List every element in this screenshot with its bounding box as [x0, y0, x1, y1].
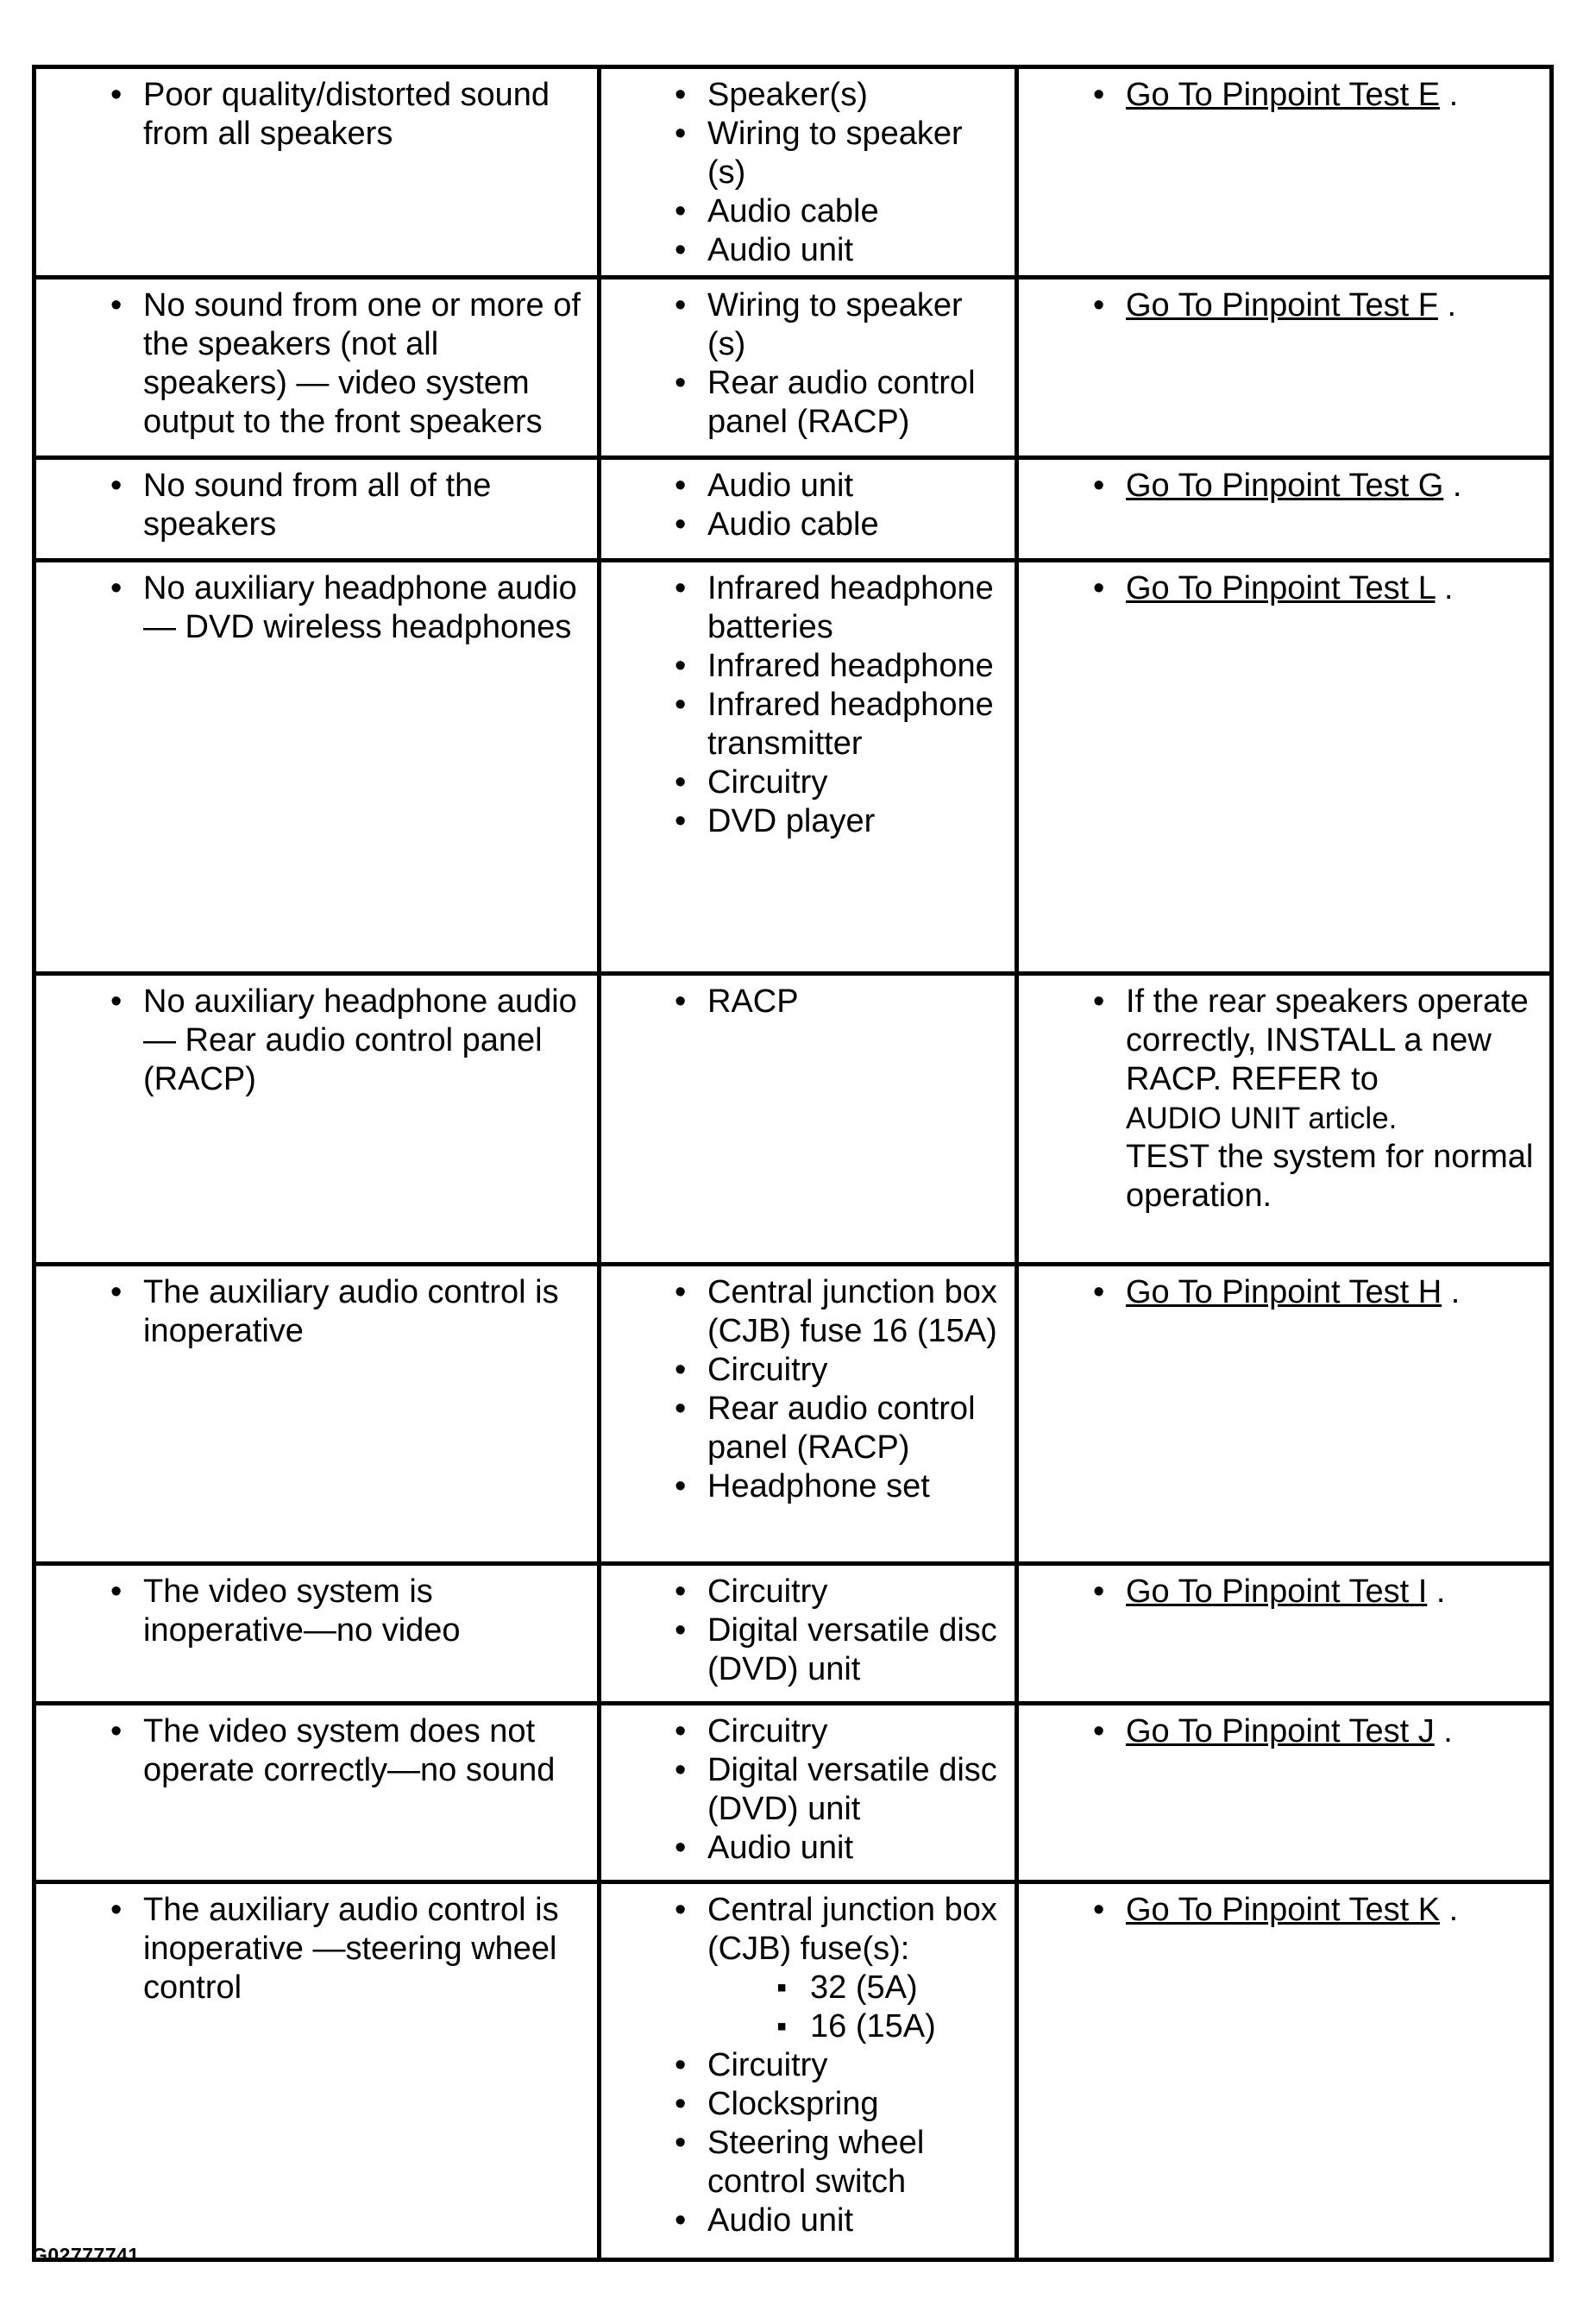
action-tail: .: [1437, 287, 1457, 323]
source-item: • Audio unit: [612, 467, 1004, 506]
action-tail: .: [1440, 1892, 1459, 1928]
table-row: [35, 1265, 1552, 1564]
source-item: • Digital versatile disc (DVD) unit: [612, 1611, 1004, 1689]
source-item: • Audio unit: [612, 231, 1004, 270]
action-cell: [1017, 1704, 1552, 1882]
source-item: • Speaker(s): [612, 76, 1004, 115]
action-tail: .: [1443, 468, 1462, 504]
source-item: • Infrared headphone: [612, 647, 1004, 686]
action-tail: .: [1440, 77, 1459, 113]
symptom-cell: [35, 1265, 600, 1564]
source-item: • Circuitry: [612, 1351, 1004, 1390]
symptom-cell: [35, 278, 600, 458]
source-item: • Audio cable: [612, 192, 1004, 231]
source-item: • Wiring to speaker (s): [612, 286, 1004, 364]
source-head: Central junction box (CJB) fuse(s):: [707, 1892, 997, 1967]
symptom-cell: [35, 974, 600, 1265]
pinpoint-test-i-link[interactable]: Go To Pinpoint Test I: [1126, 1573, 1428, 1610]
source-item: • Audio cable: [612, 506, 1004, 544]
possible-source-cell: [600, 1564, 1017, 1704]
source-item: [612, 1891, 1004, 2046]
audio-unit-article-reference: AUDIO UNIT article.: [1126, 1102, 1398, 1135]
symptom-text: • No sound from all of the speakers: [47, 467, 587, 544]
source-item: • Infrared headphone batteries: [612, 569, 1004, 647]
table-row: [35, 67, 1552, 278]
table-row: [35, 1704, 1552, 1882]
source-item: • DVD player: [612, 802, 1004, 841]
pinpoint-test-l-link[interactable]: Go To Pinpoint Test L: [1126, 570, 1436, 606]
pinpoint-test-j-link[interactable]: Go To Pinpoint Test J: [1126, 1713, 1435, 1749]
symptom-cell: [35, 561, 600, 974]
table-row: [35, 1564, 1552, 1704]
source-item: • RACP: [612, 983, 1004, 1021]
action-cell: [1017, 1265, 1552, 1564]
possible-source-cell: [600, 278, 1017, 458]
source-item: • Infrared headphone transmitter: [612, 686, 1004, 763]
pinpoint-test-h-link[interactable]: Go To Pinpoint Test H: [1126, 1274, 1442, 1310]
action-cell: [1017, 561, 1552, 974]
pinpoint-test-e-link[interactable]: Go To Pinpoint Test E: [1126, 77, 1441, 113]
fuse-sub-item: ▪ 16 (15A): [707, 2007, 1004, 2046]
possible-source-cell: [600, 1265, 1017, 1564]
symptom-text: • The auxiliary audio control is inoperative: [47, 1273, 587, 1351]
source-item: • Clockspring: [612, 2085, 1004, 2124]
symptom-cell: [35, 1564, 600, 1704]
symptom-cell: [35, 1882, 600, 2260]
possible-source-cell: [600, 1704, 1017, 1882]
source-item: • Headphone set: [612, 1467, 1004, 1506]
source-item: • Steering wheel control switch: [612, 2124, 1004, 2202]
source-item: • Rear audio control panel (RACP): [612, 1390, 1004, 1467]
symptom-cell: [35, 1704, 600, 1882]
symptom-text: • The video system is inoperative—no video: [47, 1573, 587, 1650]
action-cell: [1017, 974, 1552, 1265]
action-tail: .: [1442, 1274, 1461, 1310]
source-item: • Wiring to speaker (s): [612, 115, 1004, 192]
source-item: • Rear audio control panel (RACP): [612, 364, 1004, 442]
source-item: • Circuitry: [612, 1573, 1004, 1611]
symptom-text: • No sound from one or more of the speakers (not all speakers) — video system output to the front speakers: [47, 286, 587, 442]
possible-source-cell: [600, 458, 1017, 561]
action-cell: [1017, 458, 1552, 561]
action-text: If the rear speakers operate correctly, INSTALL a new RACP. REFER to: [1126, 983, 1529, 1097]
possible-source-cell: [600, 67, 1017, 278]
source-item: • Audio unit: [612, 1829, 1004, 1868]
table-row: [35, 561, 1552, 974]
symptom-text: • The video system does not operate correctly—no sound: [47, 1712, 587, 1790]
pinpoint-test-g-link[interactable]: Go To Pinpoint Test G: [1126, 468, 1444, 504]
action-cell: [1017, 1882, 1552, 2260]
pinpoint-test-k-link[interactable]: Go To Pinpoint Test K: [1126, 1892, 1441, 1928]
action-instruction: [1029, 983, 1539, 1215]
action-cell: [1017, 67, 1552, 278]
possible-source-cell: [600, 1882, 1017, 2260]
table-row: [35, 458, 1552, 561]
source-item: • Central junction box (CJB) fuse 16 (15A): [612, 1273, 1004, 1351]
source-item: • Circuitry: [612, 2046, 1004, 2085]
figure-id: G02777741: [32, 2244, 140, 2266]
possible-source-cell: [600, 561, 1017, 974]
table-row: [35, 974, 1552, 1265]
fuse-sub-item: ▪ 32 (5A): [707, 1969, 1004, 2007]
table-row: [35, 1882, 1552, 2260]
action-tail: .: [1434, 1713, 1453, 1749]
possible-source-cell: [600, 974, 1017, 1265]
source-item: • Audio unit: [612, 2202, 1004, 2240]
action-text: TEST the system for normal operation.: [1126, 1139, 1534, 1214]
symptom-cell: [35, 458, 600, 561]
symptom-chart-table: [32, 65, 1554, 2262]
action-cell: [1017, 278, 1552, 458]
source-item: • Circuitry: [612, 1712, 1004, 1751]
symptom-cell: [35, 67, 600, 278]
symptom-text: • No auxiliary headphone audio — Rear audio control panel (RACP): [47, 983, 587, 1099]
symptom-text: • Poor quality/distorted sound from all speakers: [47, 76, 587, 154]
symptom-text: • No auxiliary headphone audio — DVD wireless headphones: [47, 569, 587, 647]
table-row: [35, 278, 1552, 458]
pinpoint-test-f-link[interactable]: Go To Pinpoint Test F: [1126, 287, 1438, 323]
action-tail: .: [1427, 1573, 1446, 1610]
source-item: • Circuitry: [612, 763, 1004, 802]
symptom-text: • The auxiliary audio control is inoperative —steering wheel control: [47, 1891, 587, 2007]
action-cell: [1017, 1564, 1552, 1704]
action-tail: .: [1435, 570, 1454, 606]
source-item: • Digital versatile disc (DVD) unit: [612, 1751, 1004, 1829]
